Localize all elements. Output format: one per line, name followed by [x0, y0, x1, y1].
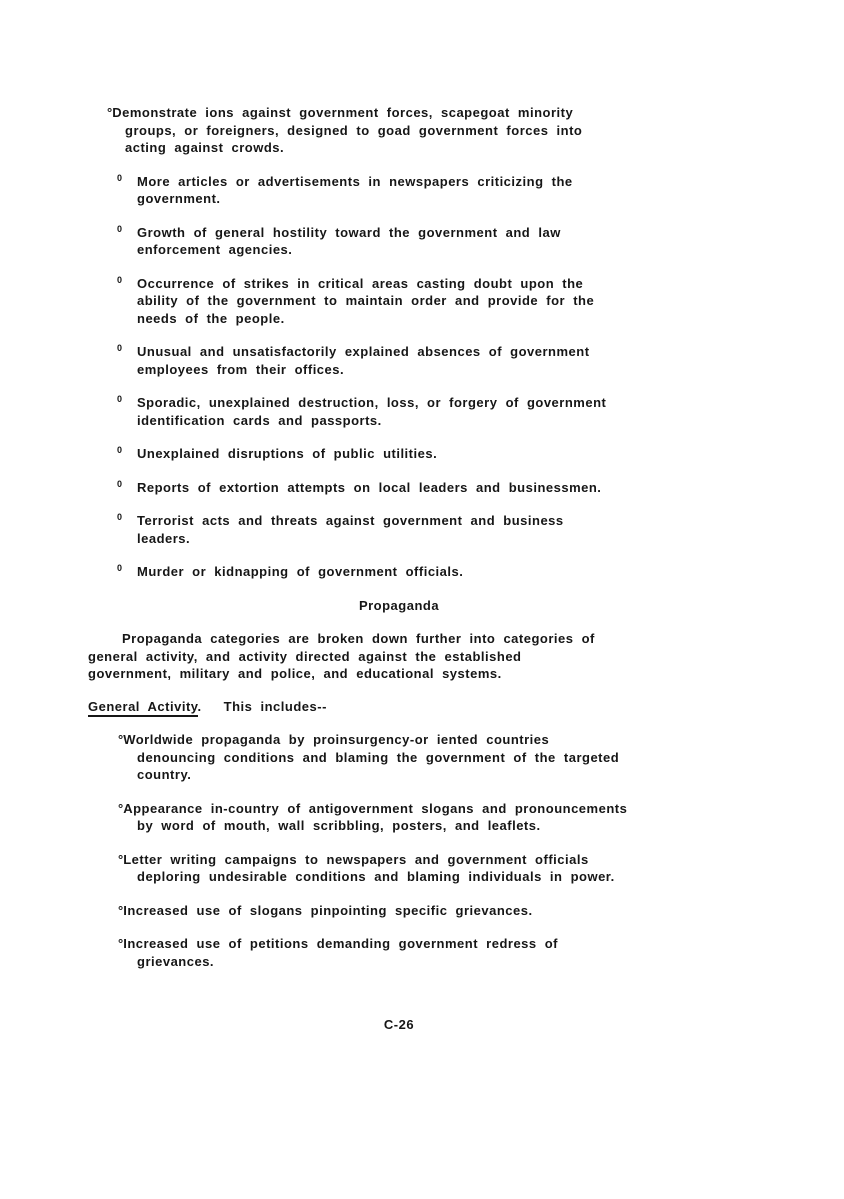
- propaganda-intro-paragraph: [88, 630, 710, 683]
- bullet-line: °Demonstrate ions against government forces, scapegoat minority: [107, 105, 574, 120]
- general-activity-subheading: [88, 698, 710, 716]
- bullet-item: [117, 394, 710, 429]
- degree-bullet-icon: °: [118, 800, 124, 816]
- paragraph-line: Propaganda categories are broken down further into categories of: [122, 631, 595, 646]
- general-activity-period: .: [197, 698, 202, 714]
- superscript-zero-bullet-icon: 0: [117, 172, 123, 183]
- general-activity-list: [88, 731, 710, 970]
- bullet-line: enforcement agencies.: [137, 242, 293, 257]
- bullet-line: leaders.: [137, 530, 191, 546]
- bullet-line: Murder or kidnapping of government officials.: [137, 564, 464, 579]
- bullet-item: [117, 445, 710, 463]
- bullet-line: Growth of general hostility toward the government and law: [137, 224, 561, 240]
- degree-bullet-icon: °: [118, 732, 124, 747]
- degree-bullet-icon: °: [118, 936, 124, 951]
- superscript-zero-bullet-icon: 0: [117, 512, 123, 522]
- paragraph-line: government, military and police, and educational systems.: [88, 666, 502, 681]
- bullet-item: [117, 173, 710, 208]
- this-includes-text: This includes--: [223, 698, 327, 714]
- bullet-line: employees from their offices.: [137, 361, 345, 377]
- superscript-zero-bullet-icon: 0: [117, 223, 123, 234]
- bullet-line: Reports of extortion attempts on local leaders and businessmen.: [137, 479, 602, 495]
- page-content: [88, 104, 710, 986]
- bullet-item: [107, 104, 710, 157]
- bullet-item: [118, 731, 710, 784]
- superscript-zero-bullet-icon: 0: [117, 274, 123, 285]
- bullet-line: groups, or foreigners, designed to goad government forces into: [125, 122, 583, 138]
- superscript-zero-bullet-icon: 0: [117, 343, 123, 353]
- bullet-line: More articles or advertisements in newspapers criticizing the: [137, 173, 573, 189]
- degree-bullet-icon: °: [118, 851, 124, 867]
- bullet-line: needs of the people.: [137, 310, 285, 326]
- bullet-line: °Increased use of petitions demanding government redress of: [118, 936, 559, 951]
- bullet-line: acting against crowds.: [125, 140, 285, 155]
- superscript-zero-bullet-icon: 0: [117, 394, 123, 404]
- bullet-line: °Increased use of slogans pinpointing specific grievances.: [118, 902, 533, 918]
- bullet-line: country.: [137, 767, 192, 782]
- bullet-line: ability of the government to maintain order and provide for the: [137, 293, 595, 308]
- page-number: C-26: [383, 1017, 415, 1032]
- superscript-zero-bullet-icon: 0: [117, 563, 123, 573]
- general-activity-label: General Activity: [88, 699, 198, 717]
- bullet-line: Sporadic, unexplained destruction, loss, or forgery of government: [137, 395, 607, 410]
- bullet-line: Unexplained disruptions of public utilities.: [137, 446, 438, 461]
- indicator-list: [88, 104, 710, 581]
- bullet-line: Terrorist acts and threats against government and business: [137, 513, 564, 528]
- bullet-item: [118, 902, 710, 920]
- degree-bullet-icon: °: [118, 902, 124, 918]
- bullet-line: grievances.: [137, 953, 215, 969]
- bullet-line: °Letter writing campaigns to newspapers and government officials: [118, 851, 589, 867]
- bullet-line: government.: [137, 191, 221, 206]
- bullet-item: [118, 935, 710, 970]
- bullet-item: [117, 563, 710, 581]
- bullet-line: identification cards and passports.: [137, 412, 382, 428]
- bullet-item: [117, 512, 710, 547]
- bullet-item: [118, 800, 710, 835]
- bullet-line: by word of mouth, wall scribbling, posters, and leaflets.: [137, 818, 541, 833]
- bullet-line: denouncing conditions and blaming the government of the targeted: [137, 749, 620, 765]
- superscript-zero-bullet-icon: 0: [117, 445, 123, 455]
- bullet-item: [117, 343, 710, 378]
- bullet-item: [118, 851, 710, 886]
- section-heading-propaganda: Propaganda: [358, 597, 440, 613]
- bullet-line: Unusual and unsatisfactorily explained absences of government: [137, 344, 590, 359]
- bullet-line: °Appearance in-country of antigovernment slogans and pronouncements: [118, 800, 628, 816]
- bullet-line: Occurrence of strikes in critical areas casting doubt upon the: [137, 275, 584, 291]
- bullet-line: deploring undesirable conditions and blaming individuals in power.: [137, 869, 615, 884]
- degree-bullet-icon: °: [107, 105, 113, 120]
- bullet-item: [117, 479, 710, 497]
- bullet-item: [117, 275, 710, 328]
- paragraph-line: general activity, and activity directed against the established: [88, 648, 522, 664]
- bullet-line: °Worldwide propaganda by proinsurgency-or iented countries: [118, 732, 550, 747]
- bullet-item: [117, 224, 710, 259]
- superscript-zero-bullet-icon: 0: [117, 478, 123, 489]
